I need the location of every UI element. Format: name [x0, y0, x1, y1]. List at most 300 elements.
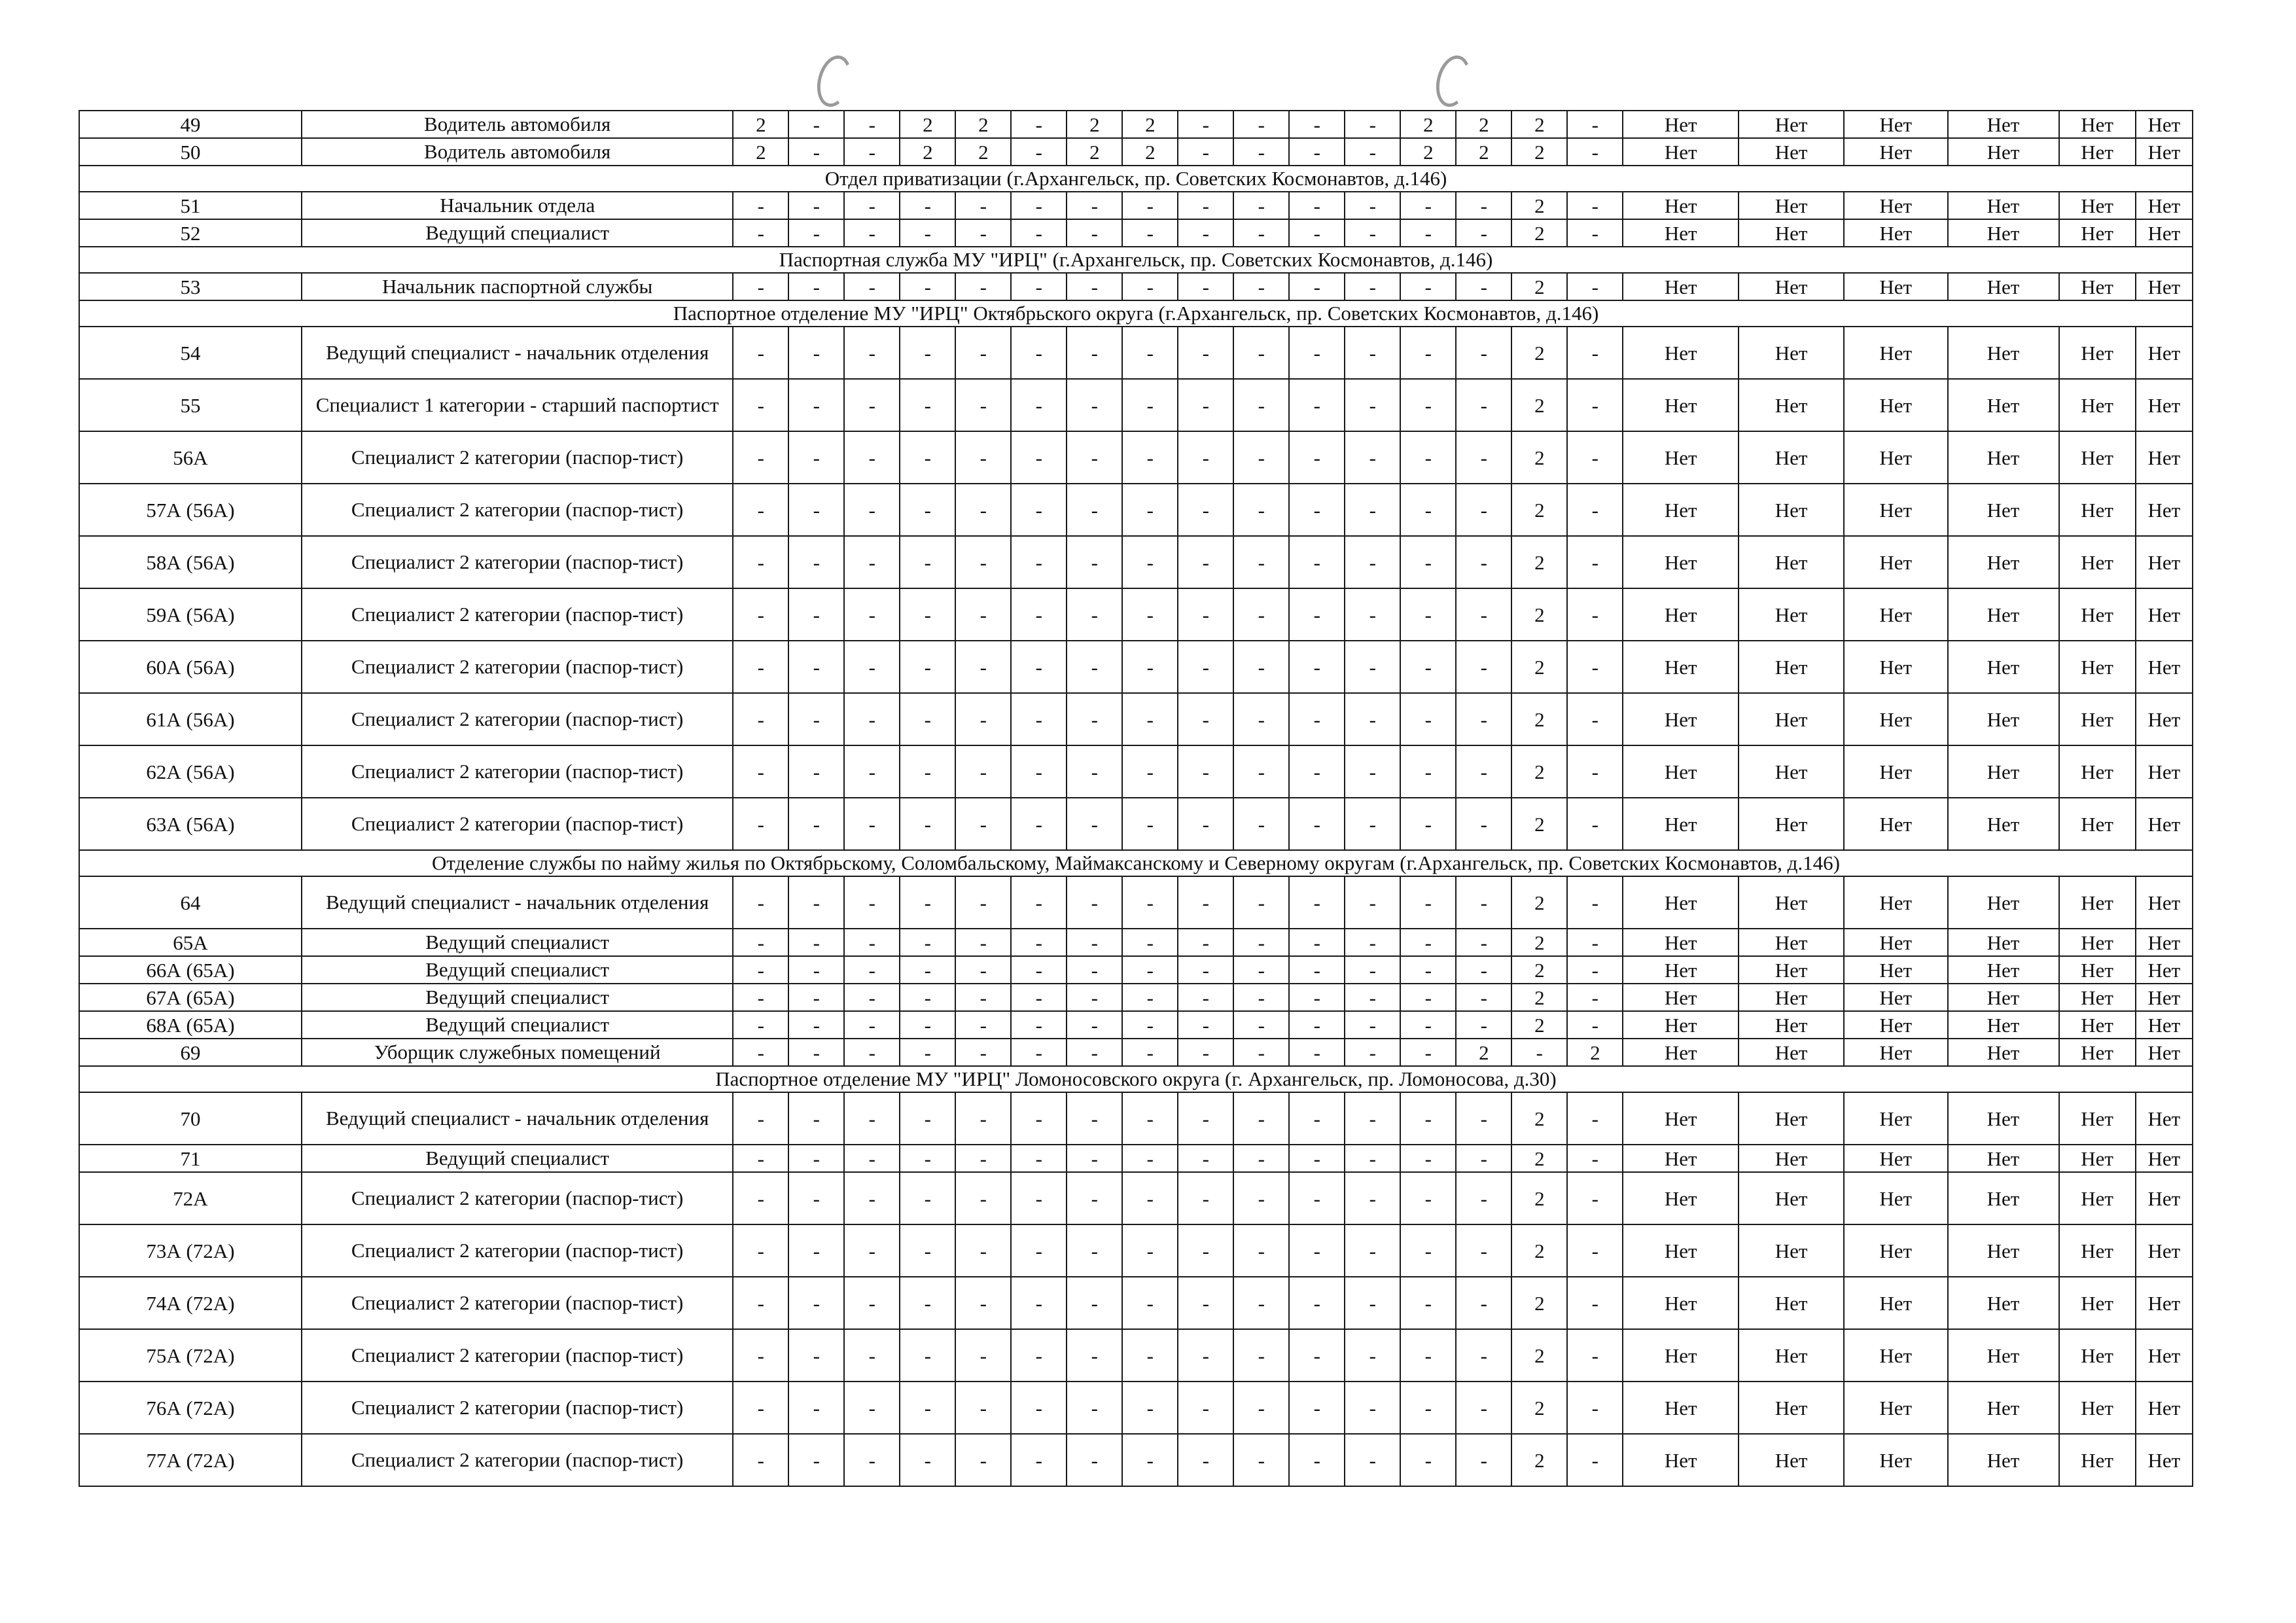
value-cell: -	[1067, 219, 1122, 247]
value-cell: -	[733, 192, 788, 219]
section-title: Отдел приватизации (г.Архангельск, пр. Советских Космонавтов, д.146)	[79, 166, 2193, 192]
value-cell: -	[788, 1382, 844, 1434]
value-cell: 2	[1122, 138, 1178, 166]
value-cell: -	[733, 984, 788, 1011]
value-cell: 2	[1511, 484, 1567, 536]
value-cell: -	[1178, 1277, 1233, 1329]
value-cell: -	[1289, 536, 1345, 588]
value-cell: -	[1456, 273, 1511, 300]
value-cell: -	[844, 984, 900, 1011]
flag-cell: Нет	[2136, 956, 2193, 984]
value-cell: -	[1289, 379, 1345, 431]
flag-cell: Нет	[1948, 1329, 2059, 1382]
table-body	[79, 111, 2193, 1486]
value-cell: -	[1567, 588, 1623, 641]
value-cell: 2	[1511, 1382, 1567, 1434]
value-cell: -	[844, 327, 900, 379]
value-cell: -	[1345, 327, 1400, 379]
value-cell: -	[1345, 693, 1400, 745]
value-cell: -	[1233, 876, 1289, 929]
value-cell: -	[1122, 1092, 1178, 1145]
value-cell: -	[844, 1092, 900, 1145]
value-cell: -	[1178, 876, 1233, 929]
flag-cell: Нет	[2136, 327, 2193, 379]
flag-cell: Нет	[1739, 379, 1844, 431]
value-cell: 2	[1511, 379, 1567, 431]
value-cell: -	[1567, 1011, 1623, 1039]
flag-cell: Нет	[1844, 1434, 1948, 1486]
value-cell: -	[900, 876, 955, 929]
value-cell: -	[1233, 1011, 1289, 1039]
flag-cell: Нет	[1948, 431, 2059, 484]
flag-cell: Нет	[1739, 1145, 1844, 1172]
punch-hole-mark	[812, 52, 857, 111]
value-cell: -	[1289, 1039, 1345, 1066]
value-cell: -	[788, 956, 844, 984]
table-row	[79, 929, 2193, 956]
value-cell: -	[1011, 484, 1067, 536]
value-cell: 2	[900, 111, 955, 138]
position-name: Ведущий специалист	[302, 1145, 733, 1172]
value-cell: -	[1345, 1329, 1400, 1382]
row-number: 49	[79, 111, 302, 138]
value-cell: 2	[1511, 1011, 1567, 1039]
value-cell: -	[955, 929, 1011, 956]
value-cell: -	[1289, 138, 1345, 166]
value-cell: -	[1567, 1172, 1623, 1224]
table-row	[79, 693, 2193, 745]
value-cell: -	[900, 192, 955, 219]
position-name: Специалист 2 категории (паспор-тист)	[302, 1172, 733, 1224]
flag-cell: Нет	[1623, 1145, 1739, 1172]
value-cell: -	[1289, 929, 1345, 956]
flag-cell: Нет	[1844, 1382, 1948, 1434]
value-cell: -	[1456, 984, 1511, 1011]
value-cell: -	[1067, 431, 1122, 484]
value-cell: -	[1233, 431, 1289, 484]
flag-cell: Нет	[1623, 641, 1739, 693]
flag-cell: Нет	[1739, 1011, 1844, 1039]
value-cell: -	[1289, 1329, 1345, 1382]
section-header-row	[79, 247, 2193, 273]
value-cell: -	[1067, 379, 1122, 431]
flag-cell: Нет	[1948, 1382, 2059, 1434]
row-number: 57А (56А)	[79, 484, 302, 536]
value-cell: 2	[1122, 111, 1178, 138]
value-cell: -	[1011, 693, 1067, 745]
row-number: 63А (56А)	[79, 798, 302, 850]
position-name: Специалист 2 категории (паспор-тист)	[302, 1329, 733, 1382]
value-cell: -	[1011, 984, 1067, 1011]
value-cell: -	[1289, 1224, 1345, 1277]
value-cell: -	[1178, 192, 1233, 219]
flag-cell: Нет	[1948, 379, 2059, 431]
row-number: 61А (56А)	[79, 693, 302, 745]
value-cell: -	[1345, 745, 1400, 798]
value-cell: -	[955, 876, 1011, 929]
value-cell: 2	[1511, 1092, 1567, 1145]
table-row	[79, 876, 2193, 929]
value-cell: -	[1011, 273, 1067, 300]
value-cell: -	[1067, 1039, 1122, 1066]
value-cell: -	[1567, 1277, 1623, 1329]
value-cell: -	[1567, 1329, 1623, 1382]
value-cell: -	[1400, 219, 1456, 247]
flag-cell: Нет	[2059, 536, 2136, 588]
table-row	[79, 984, 2193, 1011]
value-cell: -	[1567, 192, 1623, 219]
flag-cell: Нет	[1844, 536, 1948, 588]
flag-cell: Нет	[1739, 984, 1844, 1011]
value-cell: -	[1456, 1434, 1511, 1486]
value-cell: -	[1233, 1277, 1289, 1329]
value-cell: -	[1067, 536, 1122, 588]
flag-cell: Нет	[1948, 876, 2059, 929]
value-cell: 2	[1511, 588, 1567, 641]
flag-cell: Нет	[1623, 798, 1739, 850]
value-cell: 2	[1511, 273, 1567, 300]
value-cell: -	[1289, 1092, 1345, 1145]
flag-cell: Нет	[1739, 588, 1844, 641]
value-cell: -	[788, 192, 844, 219]
value-cell: -	[1011, 1145, 1067, 1172]
value-cell: -	[1400, 745, 1456, 798]
value-cell: -	[955, 1434, 1011, 1486]
row-number: 55	[79, 379, 302, 431]
row-number: 74А (72А)	[79, 1277, 302, 1329]
value-cell: -	[844, 1011, 900, 1039]
flag-cell: Нет	[1948, 1039, 2059, 1066]
value-cell: -	[1456, 745, 1511, 798]
flag-cell: Нет	[2136, 1145, 2193, 1172]
flag-cell: Нет	[1623, 327, 1739, 379]
value-cell: 2	[1511, 192, 1567, 219]
value-cell: -	[1067, 1382, 1122, 1434]
value-cell: -	[788, 138, 844, 166]
flag-cell: Нет	[2136, 1039, 2193, 1066]
value-cell: -	[788, 111, 844, 138]
value-cell: 2	[1400, 111, 1456, 138]
value-cell: 2	[1456, 138, 1511, 166]
value-cell: -	[844, 431, 900, 484]
flag-cell: Нет	[1739, 484, 1844, 536]
value-cell: -	[1345, 1172, 1400, 1224]
flag-cell: Нет	[1844, 1011, 1948, 1039]
flag-cell: Нет	[1739, 1434, 1844, 1486]
value-cell: -	[1400, 327, 1456, 379]
value-cell: -	[1122, 1039, 1178, 1066]
value-cell: -	[1067, 876, 1122, 929]
position-name: Специалист 2 категории (паспор-тист)	[302, 1277, 733, 1329]
position-name: Специалист 2 категории (паспор-тист)	[302, 798, 733, 850]
value-cell: 2	[1456, 1039, 1511, 1066]
value-cell: -	[1067, 192, 1122, 219]
value-cell: 2	[1511, 219, 1567, 247]
value-cell: -	[1122, 431, 1178, 484]
row-number: 71	[79, 1145, 302, 1172]
value-cell: -	[1567, 111, 1623, 138]
flag-cell: Нет	[1739, 327, 1844, 379]
value-cell: 2	[1511, 1224, 1567, 1277]
position-name: Ведущий специалист	[302, 984, 733, 1011]
value-cell: -	[844, 1172, 900, 1224]
row-number: 72А	[79, 1172, 302, 1224]
value-cell: 2	[1511, 641, 1567, 693]
value-cell: -	[1400, 536, 1456, 588]
flag-cell: Нет	[1948, 745, 2059, 798]
value-cell: -	[1067, 588, 1122, 641]
value-cell: -	[788, 431, 844, 484]
flag-cell: Нет	[2059, 327, 2136, 379]
value-cell: -	[788, 536, 844, 588]
value-cell: -	[844, 1382, 900, 1434]
flag-cell: Нет	[1739, 1092, 1844, 1145]
value-cell: -	[733, 876, 788, 929]
section-header-row	[79, 166, 2193, 192]
flag-cell: Нет	[2136, 693, 2193, 745]
value-cell: -	[1178, 536, 1233, 588]
value-cell: -	[844, 484, 900, 536]
table-row	[79, 641, 2193, 693]
flag-cell: Нет	[1844, 876, 1948, 929]
flag-cell: Нет	[1623, 588, 1739, 641]
value-cell: -	[900, 588, 955, 641]
value-cell: -	[1233, 745, 1289, 798]
flag-cell: Нет	[1623, 745, 1739, 798]
value-cell: 2	[1511, 536, 1567, 588]
row-number: 60А (56А)	[79, 641, 302, 693]
flag-cell: Нет	[1844, 798, 1948, 850]
value-cell: -	[1067, 1277, 1122, 1329]
flag-cell: Нет	[2059, 111, 2136, 138]
value-cell: 2	[1511, 1172, 1567, 1224]
value-cell: -	[733, 956, 788, 984]
value-cell: 2	[955, 111, 1011, 138]
flag-cell: Нет	[2059, 219, 2136, 247]
value-cell: -	[1456, 641, 1511, 693]
flag-cell: Нет	[1948, 273, 2059, 300]
table-row	[79, 1277, 2193, 1329]
flag-cell: Нет	[1623, 1224, 1739, 1277]
value-cell: -	[1011, 327, 1067, 379]
value-cell: -	[1233, 693, 1289, 745]
table-row	[79, 1172, 2193, 1224]
value-cell: -	[1345, 138, 1400, 166]
value-cell: 2	[1567, 1039, 1623, 1066]
value-cell: -	[1011, 1329, 1067, 1382]
table-row	[79, 798, 2193, 850]
flag-cell: Нет	[2059, 693, 2136, 745]
value-cell: -	[733, 929, 788, 956]
value-cell: -	[844, 219, 900, 247]
value-cell: -	[1122, 876, 1178, 929]
value-cell: -	[1400, 588, 1456, 641]
flag-cell: Нет	[1739, 641, 1844, 693]
value-cell: -	[844, 1039, 900, 1066]
value-cell: -	[733, 1434, 788, 1486]
value-cell: -	[1011, 1277, 1067, 1329]
value-cell: -	[844, 956, 900, 984]
value-cell: -	[1178, 327, 1233, 379]
value-cell: -	[1289, 273, 1345, 300]
position-name: Водитель автомобиля	[302, 138, 733, 166]
value-cell: -	[1122, 273, 1178, 300]
value-cell: -	[1345, 1277, 1400, 1329]
row-number: 73А (72А)	[79, 1224, 302, 1277]
value-cell: -	[1122, 588, 1178, 641]
value-cell: -	[900, 484, 955, 536]
flag-cell: Нет	[1948, 929, 2059, 956]
value-cell: -	[1289, 192, 1345, 219]
value-cell: -	[900, 1145, 955, 1172]
value-cell: -	[955, 1224, 1011, 1277]
value-cell: -	[1345, 273, 1400, 300]
position-name: Ведущий специалист	[302, 929, 733, 956]
section-title: Паспортное отделение МУ "ИРЦ" Ломоносовского округа (г. Архангельск, пр. Ломоносова, д.30)	[79, 1066, 2193, 1092]
value-cell: -	[1122, 484, 1178, 536]
table-row	[79, 111, 2193, 138]
value-cell: -	[1011, 1011, 1067, 1039]
value-cell: -	[1011, 929, 1067, 956]
value-cell: -	[844, 798, 900, 850]
value-cell: -	[1122, 327, 1178, 379]
value-cell: -	[1233, 379, 1289, 431]
value-cell: -	[1456, 929, 1511, 956]
flag-cell: Нет	[2136, 798, 2193, 850]
flag-cell: Нет	[1739, 536, 1844, 588]
value-cell: -	[1456, 1092, 1511, 1145]
flag-cell: Нет	[1844, 219, 1948, 247]
flag-cell: Нет	[1623, 484, 1739, 536]
value-cell: -	[900, 1172, 955, 1224]
value-cell: -	[900, 327, 955, 379]
value-cell: -	[1122, 219, 1178, 247]
row-number: 75А (72А)	[79, 1329, 302, 1382]
value-cell: -	[1400, 1172, 1456, 1224]
value-cell: -	[1233, 1224, 1289, 1277]
value-cell: -	[1289, 1172, 1345, 1224]
value-cell: -	[1400, 1434, 1456, 1486]
value-cell: -	[1567, 876, 1623, 929]
value-cell: -	[788, 219, 844, 247]
value-cell: -	[1178, 1172, 1233, 1224]
flag-cell: Нет	[2136, 1224, 2193, 1277]
value-cell: -	[1122, 1172, 1178, 1224]
flag-cell: Нет	[1739, 1039, 1844, 1066]
value-cell: -	[1345, 1039, 1400, 1066]
value-cell: -	[788, 984, 844, 1011]
value-cell: -	[1456, 484, 1511, 536]
table-row	[79, 1145, 2193, 1172]
row-number: 52	[79, 219, 302, 247]
value-cell: -	[1456, 1382, 1511, 1434]
value-cell: -	[1178, 641, 1233, 693]
value-cell: -	[1178, 1434, 1233, 1486]
value-cell: -	[900, 745, 955, 798]
position-name: Уборщик служебных помещений	[302, 1039, 733, 1066]
value-cell: -	[1567, 273, 1623, 300]
value-cell: -	[1456, 431, 1511, 484]
value-cell: -	[1456, 798, 1511, 850]
table-row	[79, 588, 2193, 641]
flag-cell: Нет	[1948, 1277, 2059, 1329]
flag-cell: Нет	[1739, 1172, 1844, 1224]
value-cell: -	[1400, 1011, 1456, 1039]
flag-cell: Нет	[1844, 641, 1948, 693]
section-title: Паспортное отделение МУ "ИРЦ" Октябрьского округа (г.Архангельск, пр. Советских Космонавтов, д.146)	[79, 300, 2193, 327]
value-cell: -	[1345, 929, 1400, 956]
value-cell: -	[1567, 641, 1623, 693]
value-cell: -	[1567, 1092, 1623, 1145]
value-cell: -	[955, 588, 1011, 641]
flag-cell: Нет	[1739, 876, 1844, 929]
flag-cell: Нет	[2059, 1277, 2136, 1329]
row-number: 76А (72А)	[79, 1382, 302, 1434]
flag-cell: Нет	[2136, 1277, 2193, 1329]
value-cell: -	[1456, 956, 1511, 984]
value-cell: -	[955, 693, 1011, 745]
position-name: Специалист 2 категории (паспор-тист)	[302, 641, 733, 693]
flag-cell: Нет	[1844, 1145, 1948, 1172]
flag-cell: Нет	[2059, 1011, 2136, 1039]
value-cell: 2	[1067, 111, 1122, 138]
value-cell: -	[1233, 192, 1289, 219]
value-cell: -	[1567, 956, 1623, 984]
table-row	[79, 1039, 2193, 1066]
value-cell: 2	[1511, 956, 1567, 984]
flag-cell: Нет	[2136, 588, 2193, 641]
value-cell: -	[1011, 431, 1067, 484]
row-number: 70	[79, 1092, 302, 1145]
flag-cell: Нет	[2059, 956, 2136, 984]
value-cell: -	[900, 956, 955, 984]
flag-cell: Нет	[1623, 1277, 1739, 1329]
value-cell: -	[1567, 1382, 1623, 1434]
value-cell: -	[1345, 984, 1400, 1011]
value-cell: -	[1067, 1092, 1122, 1145]
value-cell: -	[1567, 536, 1623, 588]
flag-cell: Нет	[1844, 984, 1948, 1011]
value-cell: 2	[1400, 138, 1456, 166]
table-row	[79, 1382, 2193, 1434]
flag-cell: Нет	[2059, 484, 2136, 536]
value-cell: -	[1345, 588, 1400, 641]
flag-cell: Нет	[1844, 484, 1948, 536]
value-cell: -	[1067, 327, 1122, 379]
value-cell: -	[844, 1145, 900, 1172]
value-cell: -	[733, 1277, 788, 1329]
value-cell: -	[1289, 876, 1345, 929]
value-cell: -	[1122, 1145, 1178, 1172]
value-cell: -	[788, 641, 844, 693]
flag-cell: Нет	[1844, 1039, 1948, 1066]
value-cell: 2	[1511, 1434, 1567, 1486]
table-row	[79, 379, 2193, 431]
value-cell: -	[900, 1382, 955, 1434]
value-cell: -	[1178, 956, 1233, 984]
flag-cell: Нет	[1948, 1434, 2059, 1486]
value-cell: -	[1567, 138, 1623, 166]
value-cell: -	[1178, 431, 1233, 484]
flag-cell: Нет	[1844, 956, 1948, 984]
value-cell: -	[733, 379, 788, 431]
value-cell: -	[900, 693, 955, 745]
value-cell: -	[733, 1039, 788, 1066]
row-number: 62А (56А)	[79, 745, 302, 798]
value-cell: -	[1456, 1277, 1511, 1329]
value-cell: -	[900, 379, 955, 431]
value-cell: -	[733, 273, 788, 300]
